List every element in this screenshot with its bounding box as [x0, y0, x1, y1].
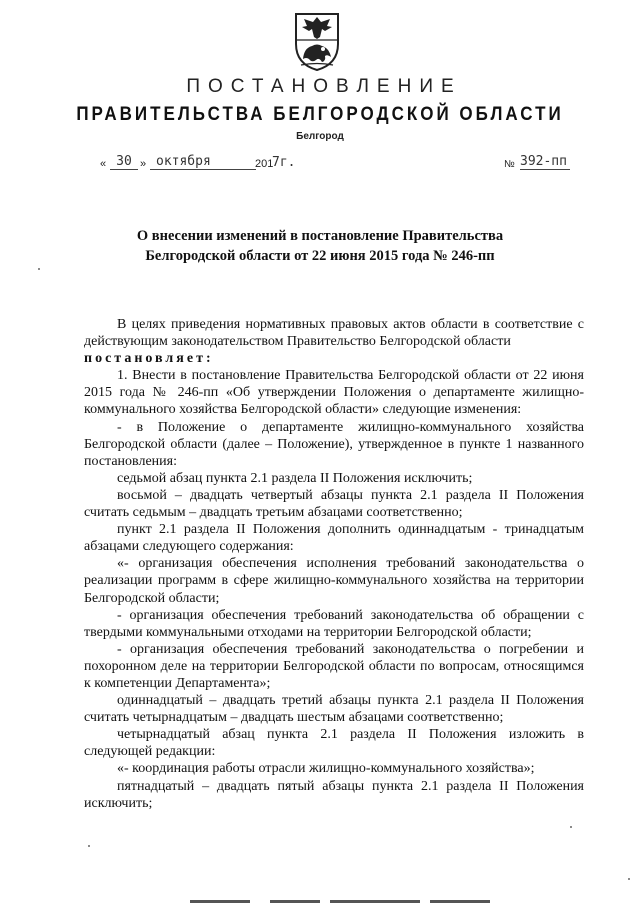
date-month: октября [150, 154, 256, 170]
scan-speck [570, 826, 572, 828]
body-paragraph: - организация обеспечения требований законодательства об обращении с твердыми коммунальными отходами на территории Белгородской области; [84, 607, 584, 640]
date-day: 30 [110, 154, 138, 170]
date-year-suffix: 7г. [272, 155, 296, 170]
document-number-label: № [504, 159, 515, 170]
date-year-prefix: 201 [255, 158, 274, 170]
body-paragraph: одиннадцатый – двадцать третий абзацы пункта 2.1 раздела II Положения считать четырнадцатым – двадцать шестым абзацами соответственно; [84, 693, 584, 726]
body-paragraph: 1. Внести в постановление Правительства Белгородской области от 22 июня 2015 года № 246-пп «Об утверждении Положения о департаменте жилищно-коммунального хозяйства Белгородской области» следующие изменения: [84, 368, 584, 418]
scan-speck [38, 268, 40, 270]
date-number-line [100, 152, 590, 172]
cropped-next-line [0, 898, 640, 905]
scan-speck [628, 878, 630, 880]
body-paragraph: седьмой абзац пункта 2.1 раздела II Положения исключить; [117, 470, 473, 486]
document-subject [80, 226, 560, 266]
preamble-text: В целях приведения нормативных правовых актов области в соответствие с действующим законодательством Правительство Белгородской области [84, 317, 584, 350]
body-paragraph: пятнадцатый – двадцать пятый абзацы пункта 2.1 раздела II Положения исключить; [84, 778, 584, 811]
date-quote-close: » [140, 158, 147, 170]
belgorod-coat-of-arms-icon [292, 10, 342, 72]
subject-line-2: Белгородской области от 22 июня 2015 года № 246-пп [145, 248, 495, 264]
body-paragraph: пункт 2.1 раздела II Положения дополнить одиннадцатым - тринадцатым абзацами следующего содержания: [84, 522, 584, 555]
body-paragraph: - организация обеспечения требований законодательства о погребении и похоронном деле на территории Белгородской области по вопросам, относящимся к компетенции Департамента»; [84, 641, 584, 691]
document-number: 392-пп [520, 154, 570, 170]
body-paragraph [84, 316, 584, 350]
decree-word-line [84, 350, 584, 367]
issuing-city: Белгород [296, 131, 344, 142]
body-paragraph: - в Положение о департаменте жилищно-коммунального хозяйства Белгородской области (далее – Положение), утвержденное в пункте 1 названного постановления: [84, 419, 584, 469]
document-body [84, 316, 584, 812]
decree-word: постановляет: [84, 351, 214, 367]
scan-speck [88, 845, 90, 847]
issuing-authority: ПРАВИТЕЛЬСТВА БЕЛГОРОДСКОЙ ОБЛАСТИ [76, 102, 564, 125]
body-paragraph: четырнадцатый абзац пункта 2.1 раздела II Положения изложить в следующей редакции: [84, 727, 584, 760]
body-paragraph: восьмой – двадцать четвертый абзацы пункта 2.1 раздела II Положения считать седьмым – двадцать третьим абзацами соответственно; [84, 487, 584, 521]
subject-line-1: О внесении изменений в постановление Правительства [136, 228, 504, 244]
body-paragraph: «- координация работы отрасли жилищно-коммунального хозяйства»; [117, 761, 535, 777]
date-quote-open: « [100, 158, 107, 170]
body-paragraph: «- организация обеспечения исполнения требований законодательства о реализации программ в сфере жилищно-коммунального хозяйства на территории Белгородской области; [84, 556, 584, 606]
document-type-title: ПОСТАНОВЛЕНИЕ [186, 76, 462, 97]
